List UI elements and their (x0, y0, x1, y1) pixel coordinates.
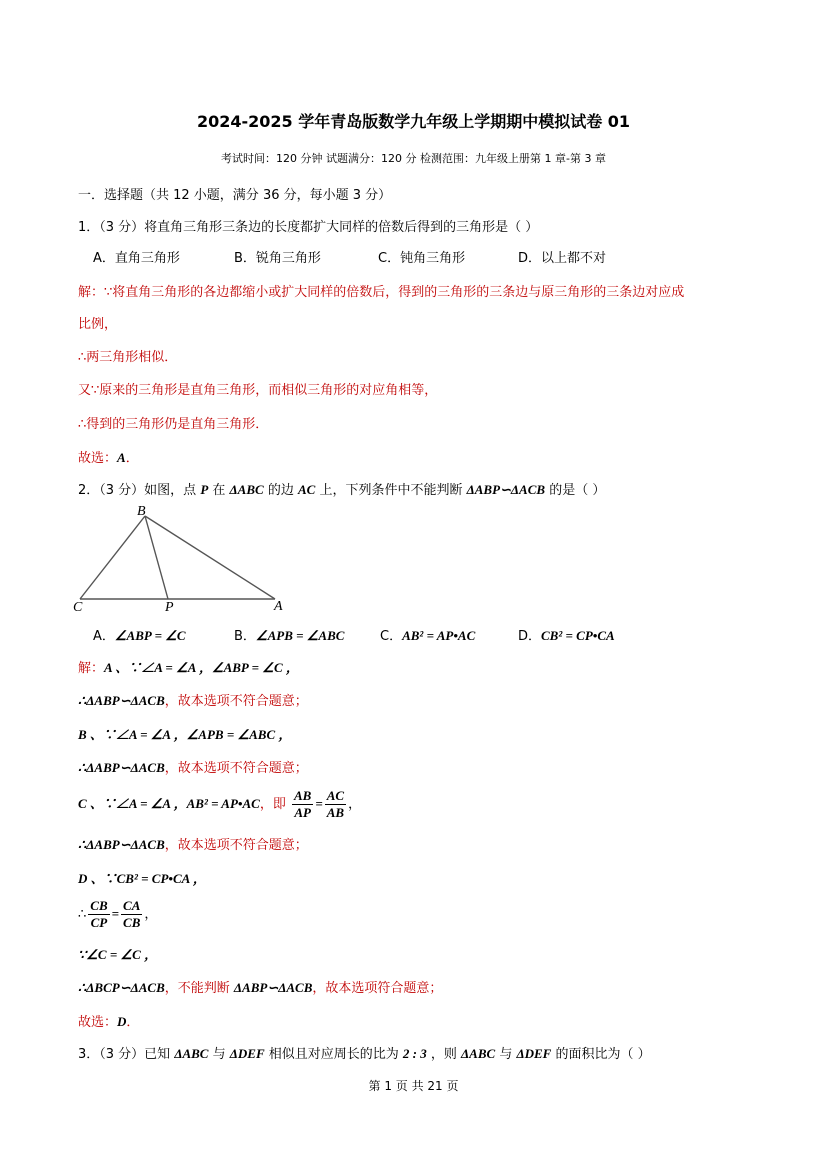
triangle-figure (70, 502, 295, 617)
q1-solution-line: 解：∵将直角三角形的各边都缩小或扩大同样的倍数后，得到的三角形的三条边与原三角形的三条边对应成 (78, 285, 685, 300)
q1-solution-line: ∴得到的三角形仍是直角三角形． (78, 417, 269, 432)
q2-solution-line: 解：A 、∵∠A = ∠A ，∠ABP = ∠C ， (78, 660, 299, 676)
q2-option-d: D．CB² = CP•CA (518, 628, 615, 644)
q1-solution-line: 又∵原来的三角形是直角三角形，而相似三角形的对应角相等， (78, 383, 438, 398)
q2-option-c: C．AB² = AP•AC (380, 628, 476, 644)
q2-solution-line: ∴ΔABP∽ΔACB，故本选项不符合题意； (78, 837, 308, 853)
label-p: P (165, 600, 174, 615)
fraction: $\frac{AC}{AB}$ (326, 788, 345, 820)
q2-solution-line: ∵∠C = ∠C ， (78, 947, 158, 962)
q1-stem: 1．（3 分）将直角三角形三条边的长度都扩大同样的倍数后得到的三角形是（ ） (78, 220, 539, 235)
q2-solution-line: D 、∵CB² = CP•CA ， (78, 871, 206, 886)
q3-stem: 3．（3 分）已知 ΔABC 与 ΔDEF 相似且对应周长的比为 2 : 3 ，则 ΔABC 与 ΔDEF 的面积比为（ ） (78, 1046, 651, 1062)
q2-answer: 故选：D． (78, 1014, 140, 1030)
q1-answer: 故选：A． (78, 450, 139, 466)
q2-solution-line: ∴ΔABP∽ΔACB，故本选项不符合题意； (78, 760, 308, 776)
q1-solution-line: 比例， (78, 317, 118, 332)
q1-option-b: B．锐角三角形 (234, 251, 321, 266)
exam-info: 考试时间：120 分钟 试题满分：120 分 检测范围：九年级上册第 1 章-第 3 章 (221, 152, 606, 165)
page-footer: 第 1 页 共 21 页 (368, 1079, 459, 1093)
q2-option-a: A．∠ABP = ∠C (93, 628, 186, 644)
fraction: $\frac{AB}{AP}$ (293, 788, 312, 820)
q2-solution-line: ∴ $\frac{CB}{CP}$ = $\frac{CA}{CB}$ ， (78, 898, 158, 930)
page-title: 2024-2025 学年青岛版数学九年级上学期期中模拟试卷 01 (196, 112, 631, 131)
q1-option-d: D．以上都不对 (518, 251, 607, 266)
q2-solution-line: ∴ΔABP∽ΔACB，故本选项不符合题意； (78, 693, 308, 709)
fraction: $\frac{CA}{CB}$ (123, 898, 141, 930)
q1-option-a: A．直角三角形 (93, 251, 180, 266)
q2-solution-line: ∴ΔBCP∽ΔACB，不能判断 ΔABP∽ΔACB，故本选项符合题意； (78, 980, 443, 996)
section-heading: 一．选择题（共 12 小题，满分 36 分，每小题 3 分） (78, 188, 392, 203)
fraction: $\frac{CB}{CP}$ (90, 898, 108, 930)
label-b: B (137, 504, 146, 519)
q2-stem: 2．（3 分）如图，点 P 在 ΔABC 的边 AC 上，下列条件中不能判断 ΔABP∽ΔACB 的是（ ） (78, 482, 606, 498)
q2-solution-line: C 、∵∠A = ∠A ，AB² = AP•AC，即 $\frac{AB}{AP}$ = $\frac{AC}{AB}$ ， (78, 788, 362, 820)
label-a: A (274, 599, 283, 614)
q1-solution-line: ∴两三角形相似． (78, 350, 178, 365)
q2-solution-line: B 、∵∠A = ∠A ，∠APB = ∠ABC ， (78, 727, 292, 742)
side-bc (80, 516, 145, 599)
label-c: C (73, 600, 83, 615)
q1-option-c: C．钝角三角形 (378, 251, 466, 266)
q2-option-b: B．∠APB = ∠ABC (234, 628, 345, 644)
